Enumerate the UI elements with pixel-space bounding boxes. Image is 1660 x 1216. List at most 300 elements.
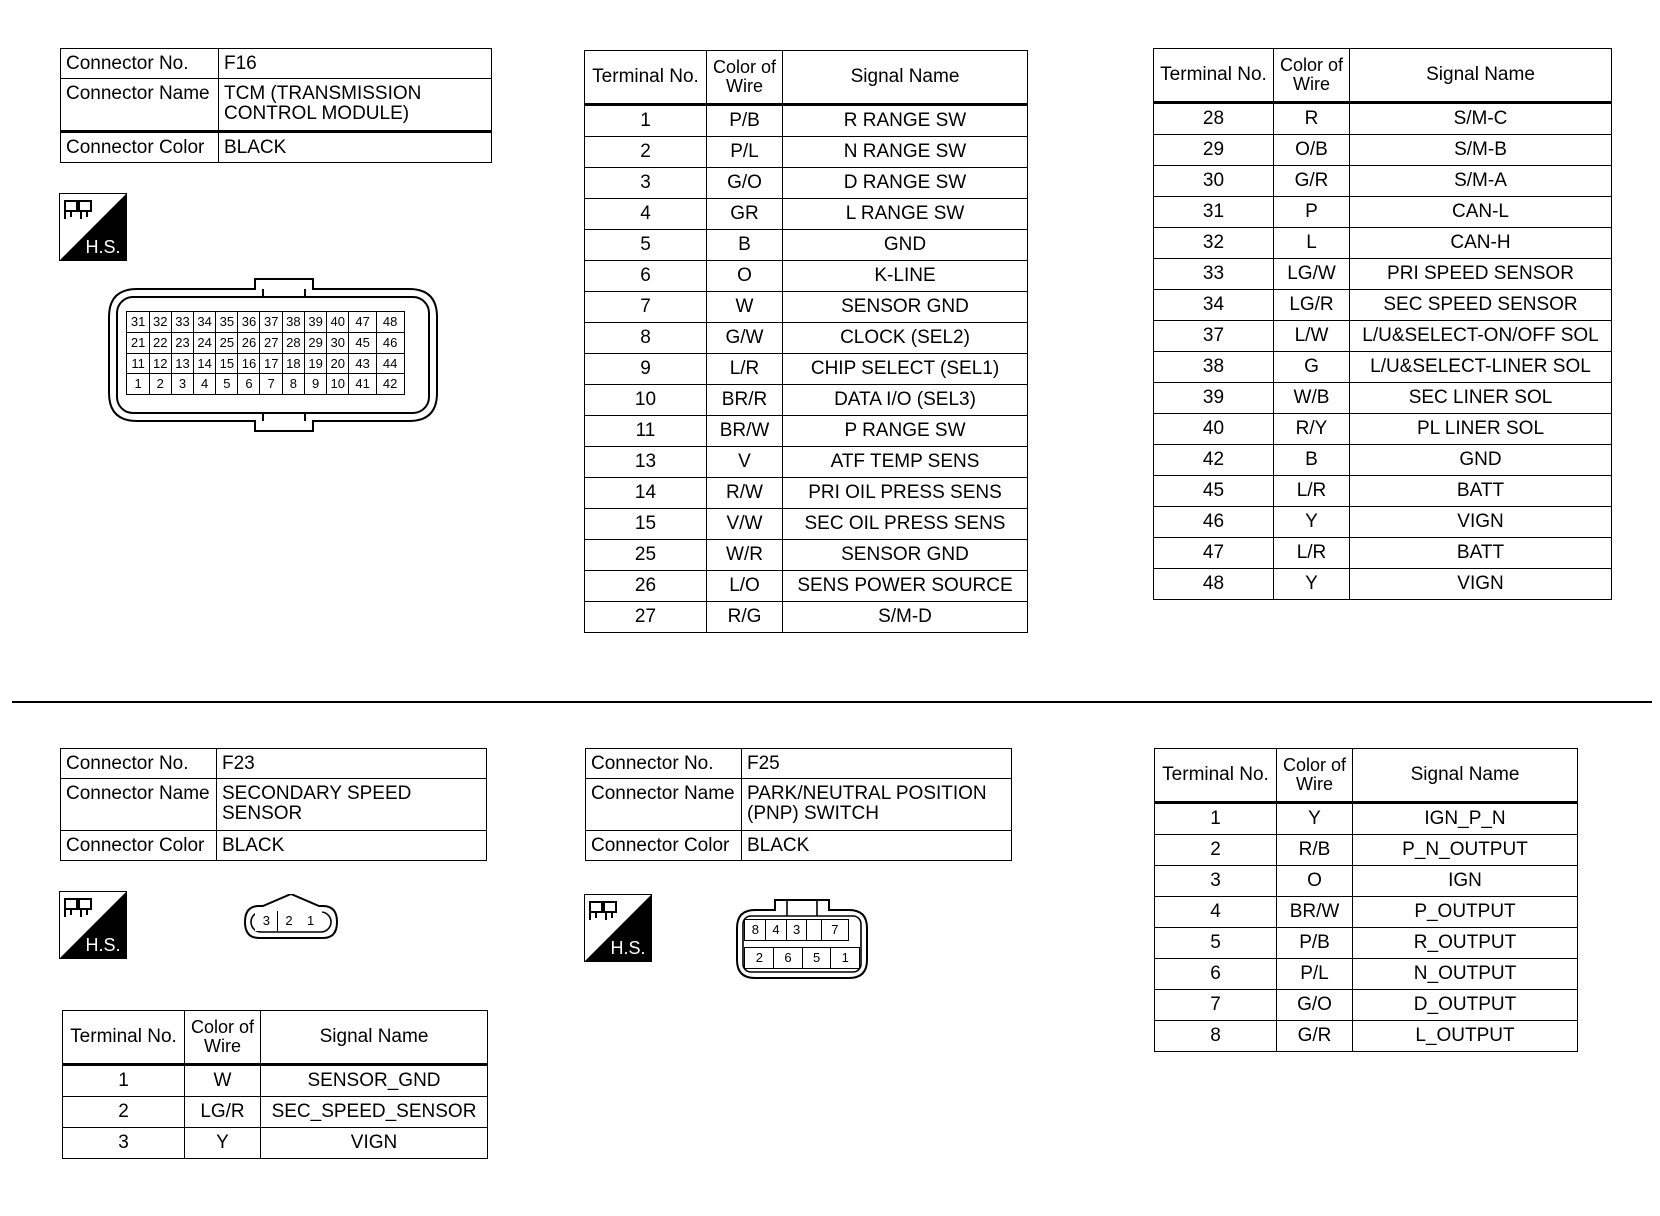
signal-name-cell: PL LINER SOL xyxy=(1350,414,1612,445)
terminal-no-cell: 26 xyxy=(585,571,707,602)
signal-name-cell: IGN xyxy=(1353,866,1578,897)
f16-pin-grid xyxy=(127,312,404,395)
info-value: F23 xyxy=(217,749,487,779)
wire-color-cell: G/O xyxy=(1277,990,1353,1021)
signal-name-cell: P RANGE SW xyxy=(783,416,1028,447)
terminal-no-cell: 3 xyxy=(63,1128,185,1159)
table-row xyxy=(585,354,1028,385)
terminal-no-cell: 15 xyxy=(585,509,707,540)
pin: 7 xyxy=(259,373,283,395)
pin: 44 xyxy=(376,353,405,375)
table-row xyxy=(1155,928,1578,959)
info-value: PARK/NEUTRAL POSITION (PNP) SWITCH xyxy=(742,779,1012,831)
table-row xyxy=(585,416,1028,447)
pin: 38 xyxy=(282,311,306,333)
table-row xyxy=(1154,352,1612,383)
table-row xyxy=(1154,103,1612,135)
f23-terminal-table xyxy=(62,1010,488,1159)
table-row xyxy=(585,168,1028,199)
table-row xyxy=(585,602,1028,633)
signal-name-cell: L RANGE SW xyxy=(783,199,1028,230)
signal-name-cell: PRI OIL PRESS SENS xyxy=(783,478,1028,509)
wire-color-cell: LG/R xyxy=(1274,290,1350,321)
table-row xyxy=(1155,990,1578,1021)
table-row xyxy=(63,1128,488,1159)
pin: 16 xyxy=(237,353,261,375)
pin: 33 xyxy=(171,311,195,333)
wire-color-cell: P/B xyxy=(707,105,783,137)
terminal-no-cell: 5 xyxy=(585,230,707,261)
pin: 43 xyxy=(348,353,377,375)
header-signal-name: Signal Name xyxy=(1350,49,1612,103)
info-key: Connector Name xyxy=(586,779,742,831)
terminal-no-cell: 8 xyxy=(585,323,707,354)
wire-color-cell: Y xyxy=(1274,569,1350,600)
signal-name-cell: L/U&SELECT-LINER SOL xyxy=(1350,352,1612,383)
signal-name-cell: ATF TEMP SENS xyxy=(783,447,1028,478)
wire-color-cell: L/R xyxy=(707,354,783,385)
f16-connector-info-table xyxy=(60,48,492,163)
signal-name-cell: CLOCK (SEL2) xyxy=(783,323,1028,354)
header-color-of-wire: Color of Wire xyxy=(185,1011,261,1065)
header-color-of-wire: Color of Wire xyxy=(1277,749,1353,803)
pin: 31 xyxy=(126,311,150,333)
signal-name-cell: BATT xyxy=(1350,538,1612,569)
table-body xyxy=(585,105,1028,633)
terminal-no-cell: 10 xyxy=(585,385,707,416)
signal-name-cell: R RANGE SW xyxy=(783,105,1028,137)
info-row-connector-name xyxy=(61,779,487,831)
pin: 5 xyxy=(215,373,239,395)
table-header-row xyxy=(1155,749,1578,803)
table-row xyxy=(1154,569,1612,600)
signal-name-cell: S/M-B xyxy=(1350,135,1612,166)
wire-color-cell: BR/W xyxy=(1277,897,1353,928)
table-row xyxy=(63,1097,488,1128)
pin: 47 xyxy=(348,311,377,333)
info-row-connector-no xyxy=(586,749,1012,779)
wire-color-cell: P/L xyxy=(707,137,783,168)
header-signal-name: Signal Name xyxy=(261,1011,488,1065)
signal-name-cell: CHIP SELECT (SEL1) xyxy=(783,354,1028,385)
signal-name-cell: CAN-L xyxy=(1350,197,1612,228)
header-color-of-wire: Color of Wire xyxy=(707,51,783,105)
table-row xyxy=(585,292,1028,323)
info-value: SECONDARY SPEED SENSOR xyxy=(217,779,487,831)
info-row-connector-no xyxy=(61,749,487,779)
terminal-no-cell: 2 xyxy=(1155,835,1277,866)
terminal-no-cell: 38 xyxy=(1154,352,1274,383)
pin: 30 xyxy=(326,332,350,354)
table-row xyxy=(585,199,1028,230)
header-color-of-wire: Color of Wire xyxy=(1274,49,1350,103)
table-row xyxy=(585,571,1028,602)
pin: 11 xyxy=(126,353,150,375)
info-row-connector-color xyxy=(61,831,487,861)
table-row xyxy=(1154,538,1612,569)
info-row-connector-name xyxy=(586,779,1012,831)
info-key: Connector Color xyxy=(61,132,219,163)
wire-color-cell: R/W xyxy=(707,478,783,509)
table-row xyxy=(1155,835,1578,866)
pin: 2 xyxy=(744,947,774,969)
terminal-no-cell: 39 xyxy=(1154,383,1274,414)
pin: 14 xyxy=(193,353,217,375)
pin: 7 xyxy=(821,919,849,941)
terminal-no-cell: 31 xyxy=(1154,197,1274,228)
pin: 45 xyxy=(348,332,377,354)
signal-name-cell: VIGN xyxy=(261,1128,488,1159)
terminal-no-cell: 1 xyxy=(585,105,707,137)
f23-pin-row xyxy=(256,912,321,931)
wire-color-cell: V xyxy=(707,447,783,478)
f16-terminal-table-a xyxy=(584,50,1028,633)
pin: 36 xyxy=(237,311,261,333)
info-value: F16 xyxy=(219,49,492,79)
f25-connector-info-table xyxy=(585,748,1012,861)
section-divider xyxy=(12,701,1652,703)
table-row xyxy=(1154,228,1612,259)
table-row xyxy=(585,261,1028,292)
info-key: Connector No. xyxy=(61,49,219,79)
table-row xyxy=(1155,959,1578,990)
signal-name-cell: DATA I/O (SEL3) xyxy=(783,385,1028,416)
terminal-no-cell: 34 xyxy=(1154,290,1274,321)
signal-name-cell: P_OUTPUT xyxy=(1353,897,1578,928)
terminal-no-cell: 47 xyxy=(1154,538,1274,569)
table-header-row xyxy=(585,51,1028,105)
terminal-no-cell: 11 xyxy=(585,416,707,447)
table-row xyxy=(1154,414,1612,445)
terminal-no-cell: 27 xyxy=(585,602,707,633)
table-row xyxy=(1154,259,1612,290)
table-row xyxy=(585,509,1028,540)
signal-name-cell: SENS POWER SOURCE xyxy=(783,571,1028,602)
table-row xyxy=(585,105,1028,137)
signal-name-cell: R_OUTPUT xyxy=(1353,928,1578,959)
header-signal-name: Signal Name xyxy=(1353,749,1578,803)
pin: 3 xyxy=(255,911,278,931)
wire-color-cell: G/R xyxy=(1274,166,1350,197)
wire-color-cell: O xyxy=(707,261,783,292)
f25-pin-row-top xyxy=(745,920,848,941)
terminal-no-cell: 6 xyxy=(1155,959,1277,990)
signal-name-cell: SENSOR GND xyxy=(783,292,1028,323)
table-row xyxy=(1154,166,1612,197)
signal-name-cell: SENSOR GND xyxy=(783,540,1028,571)
pin: 35 xyxy=(215,311,239,333)
signal-name-cell: D_OUTPUT xyxy=(1353,990,1578,1021)
terminal-no-cell: 1 xyxy=(1155,803,1277,835)
terminal-no-cell: 4 xyxy=(1155,897,1277,928)
info-key: Connector Name xyxy=(61,79,219,132)
table-row xyxy=(1154,476,1612,507)
harness-side-icon xyxy=(59,193,127,261)
wire-color-cell: Y xyxy=(1274,507,1350,538)
pin: 26 xyxy=(237,332,261,354)
table-body xyxy=(63,1065,488,1159)
info-value: TCM (TRANSMISSION CONTROL MODULE) xyxy=(219,79,492,132)
signal-name-cell: S/M-A xyxy=(1350,166,1612,197)
terminal-no-cell: 28 xyxy=(1154,103,1274,135)
signal-name-cell: SEC_SPEED_SENSOR xyxy=(261,1097,488,1128)
pin: 37 xyxy=(259,311,283,333)
pin: 8 xyxy=(282,373,306,395)
wire-color-cell: L/R xyxy=(1274,476,1350,507)
signal-name-cell: VIGN xyxy=(1350,569,1612,600)
terminal-no-cell: 8 xyxy=(1155,1021,1277,1052)
signal-name-cell: L_OUTPUT xyxy=(1353,1021,1578,1052)
pin: 2 xyxy=(149,373,173,395)
terminal-no-cell: 6 xyxy=(585,261,707,292)
pin: 4 xyxy=(193,373,217,395)
table-row xyxy=(585,323,1028,354)
signal-name-cell: S/M-C xyxy=(1350,103,1612,135)
wire-color-cell: L/W xyxy=(1274,321,1350,352)
pin: 28 xyxy=(282,332,306,354)
terminal-no-cell: 2 xyxy=(63,1097,185,1128)
wire-color-cell: G/R xyxy=(1277,1021,1353,1052)
pin: 6 xyxy=(773,947,803,969)
pin: 1 xyxy=(300,911,322,931)
info-value: F25 xyxy=(742,749,1012,779)
pin: 23 xyxy=(171,332,195,354)
signal-name-cell: SEC LINER SOL xyxy=(1350,383,1612,414)
terminal-no-cell: 46 xyxy=(1154,507,1274,538)
wire-color-cell: G xyxy=(1274,352,1350,383)
info-row-connector-no xyxy=(61,49,492,79)
pin: 46 xyxy=(376,332,405,354)
f16-terminal-table-b xyxy=(1153,48,1612,600)
wire-color-cell: P xyxy=(1274,197,1350,228)
pin: 27 xyxy=(259,332,283,354)
wire-color-cell: O xyxy=(1277,866,1353,897)
wire-color-cell: W xyxy=(707,292,783,323)
wire-color-cell: L/O xyxy=(707,571,783,602)
wire-color-cell: O/B xyxy=(1274,135,1350,166)
terminal-no-cell: 2 xyxy=(585,137,707,168)
wire-color-cell: G/O xyxy=(707,168,783,199)
signal-name-cell: PRI SPEED SENSOR xyxy=(1350,259,1612,290)
empty-pin-slot xyxy=(806,919,822,941)
hs-label: H.S. xyxy=(85,935,121,955)
hs-label: H.S. xyxy=(610,938,646,958)
table-row xyxy=(63,1065,488,1097)
pin: 6 xyxy=(237,373,261,395)
pin: 25 xyxy=(215,332,239,354)
wire-color-cell: G/W xyxy=(707,323,783,354)
info-row-connector-name xyxy=(61,79,492,132)
pin: 3 xyxy=(171,373,195,395)
terminal-no-cell: 3 xyxy=(1155,866,1277,897)
terminal-no-cell: 7 xyxy=(585,292,707,323)
pin: 3 xyxy=(786,919,808,941)
info-row-connector-color xyxy=(586,831,1012,861)
table-row xyxy=(1154,321,1612,352)
pin: 22 xyxy=(149,332,173,354)
wire-color-cell: P/L xyxy=(1277,959,1353,990)
wire-color-cell: Y xyxy=(1277,803,1353,835)
terminal-no-cell: 45 xyxy=(1154,476,1274,507)
pin: 8 xyxy=(744,919,766,941)
hs-label: H.S. xyxy=(85,237,121,257)
table-row xyxy=(1154,383,1612,414)
wire-color-cell: R xyxy=(1274,103,1350,135)
wire-color-cell: LG/R xyxy=(185,1097,261,1128)
pin: 20 xyxy=(326,353,350,375)
terminal-no-cell: 40 xyxy=(1154,414,1274,445)
signal-name-cell: SEC OIL PRESS SENS xyxy=(783,509,1028,540)
info-key: Connector Color xyxy=(586,831,742,861)
wire-color-cell: R/Y xyxy=(1274,414,1350,445)
terminal-no-cell: 4 xyxy=(585,199,707,230)
wire-color-cell: V/W xyxy=(707,509,783,540)
table-header-row xyxy=(63,1011,488,1065)
pin: 17 xyxy=(259,353,283,375)
pin: 2 xyxy=(277,911,301,931)
table-row xyxy=(1154,507,1612,538)
terminal-no-cell: 3 xyxy=(585,168,707,199)
harness-side-icon xyxy=(584,894,652,962)
wire-color-cell: R/B xyxy=(1277,835,1353,866)
pin: 48 xyxy=(376,311,405,333)
info-value: BLACK xyxy=(219,132,492,163)
pin: 1 xyxy=(126,373,150,395)
signal-name-cell: S/M-D xyxy=(783,602,1028,633)
table-row xyxy=(1155,1021,1578,1052)
table-row xyxy=(1154,445,1612,476)
terminal-no-cell: 37 xyxy=(1154,321,1274,352)
pin: 4 xyxy=(765,919,787,941)
pin: 19 xyxy=(304,353,328,375)
header-signal-name: Signal Name xyxy=(783,51,1028,105)
table-header-row xyxy=(1154,49,1612,103)
wire-color-cell: R/G xyxy=(707,602,783,633)
header-terminal-no: Terminal No. xyxy=(1155,749,1277,803)
terminal-no-cell: 13 xyxy=(585,447,707,478)
wire-color-cell: B xyxy=(1274,445,1350,476)
wire-color-cell: B xyxy=(707,230,783,261)
info-key: Connector No. xyxy=(61,749,217,779)
wire-color-cell: W/R xyxy=(707,540,783,571)
terminal-no-cell: 25 xyxy=(585,540,707,571)
terminal-no-cell: 29 xyxy=(1154,135,1274,166)
wire-color-cell: Y xyxy=(185,1128,261,1159)
table-row xyxy=(1155,803,1578,835)
f23-connector-info-table xyxy=(60,748,487,861)
wire-color-cell: BR/R xyxy=(707,385,783,416)
header-terminal-no: Terminal No. xyxy=(1154,49,1274,103)
signal-name-cell: SENSOR_GND xyxy=(261,1065,488,1097)
pin: 21 xyxy=(126,332,150,354)
terminal-no-cell: 14 xyxy=(585,478,707,509)
harness-side-icon xyxy=(59,891,127,959)
signal-name-cell: N_OUTPUT xyxy=(1353,959,1578,990)
signal-name-cell: GND xyxy=(1350,445,1612,476)
wire-color-cell: W/B xyxy=(1274,383,1350,414)
info-key: Connector Color xyxy=(61,831,217,861)
pin: 13 xyxy=(171,353,195,375)
table-row xyxy=(1154,290,1612,321)
terminal-no-cell: 7 xyxy=(1155,990,1277,1021)
signal-name-cell: CAN-H xyxy=(1350,228,1612,259)
terminal-no-cell: 32 xyxy=(1154,228,1274,259)
wire-color-cell: BR/W xyxy=(707,416,783,447)
table-row xyxy=(585,540,1028,571)
info-row-connector-color xyxy=(61,132,492,163)
wire-color-cell: LG/W xyxy=(1274,259,1350,290)
pin: 15 xyxy=(215,353,239,375)
wire-color-cell: W xyxy=(185,1065,261,1097)
header-terminal-no: Terminal No. xyxy=(585,51,707,105)
table-row xyxy=(1154,135,1612,166)
signal-name-cell: SEC SPEED SENSOR xyxy=(1350,290,1612,321)
pin: 24 xyxy=(193,332,217,354)
info-value: BLACK xyxy=(742,831,1012,861)
terminal-no-cell: 48 xyxy=(1154,569,1274,600)
pin: 41 xyxy=(348,373,377,395)
table-row xyxy=(585,385,1028,416)
signal-name-cell: IGN_P_N xyxy=(1353,803,1578,835)
terminal-no-cell: 1 xyxy=(63,1065,185,1097)
pin: 32 xyxy=(149,311,173,333)
signal-name-cell: GND xyxy=(783,230,1028,261)
terminal-no-cell: 5 xyxy=(1155,928,1277,959)
signal-name-cell: K-LINE xyxy=(783,261,1028,292)
wire-color-cell: L/R xyxy=(1274,538,1350,569)
wire-color-cell: GR xyxy=(707,199,783,230)
terminal-no-cell: 30 xyxy=(1154,166,1274,197)
wire-color-cell: P/B xyxy=(1277,928,1353,959)
table-row xyxy=(585,137,1028,168)
f25-pin-row-bottom xyxy=(745,948,860,969)
table-row xyxy=(1155,897,1578,928)
signal-name-cell: VIGN xyxy=(1350,507,1612,538)
pin: 29 xyxy=(304,332,328,354)
info-key: Connector Name xyxy=(61,779,217,831)
signal-name-cell: D RANGE SW xyxy=(783,168,1028,199)
terminal-no-cell: 33 xyxy=(1154,259,1274,290)
table-body xyxy=(1155,803,1578,1052)
pin: 18 xyxy=(282,353,306,375)
pin: 40 xyxy=(326,311,350,333)
info-value: BLACK xyxy=(217,831,487,861)
table-row xyxy=(1155,866,1578,897)
table-row xyxy=(1154,197,1612,228)
pin: 1 xyxy=(830,947,860,969)
f25-terminal-table xyxy=(1154,748,1578,1052)
header-terminal-no: Terminal No. xyxy=(63,1011,185,1065)
table-body xyxy=(1154,103,1612,600)
signal-name-cell: L/U&SELECT-ON/OFF SOL xyxy=(1350,321,1612,352)
table-row xyxy=(585,478,1028,509)
table-row xyxy=(585,447,1028,478)
pin: 9 xyxy=(304,373,328,395)
signal-name-cell: BATT xyxy=(1350,476,1612,507)
pin: 5 xyxy=(802,947,832,969)
signal-name-cell: P_N_OUTPUT xyxy=(1353,835,1578,866)
terminal-no-cell: 42 xyxy=(1154,445,1274,476)
pin: 34 xyxy=(193,311,217,333)
wire-color-cell: L xyxy=(1274,228,1350,259)
pin: 10 xyxy=(326,373,350,395)
info-key: Connector No. xyxy=(586,749,742,779)
terminal-no-cell: 9 xyxy=(585,354,707,385)
pin: 12 xyxy=(149,353,173,375)
pin: 39 xyxy=(304,311,328,333)
signal-name-cell: N RANGE SW xyxy=(783,137,1028,168)
pin: 42 xyxy=(376,373,405,395)
